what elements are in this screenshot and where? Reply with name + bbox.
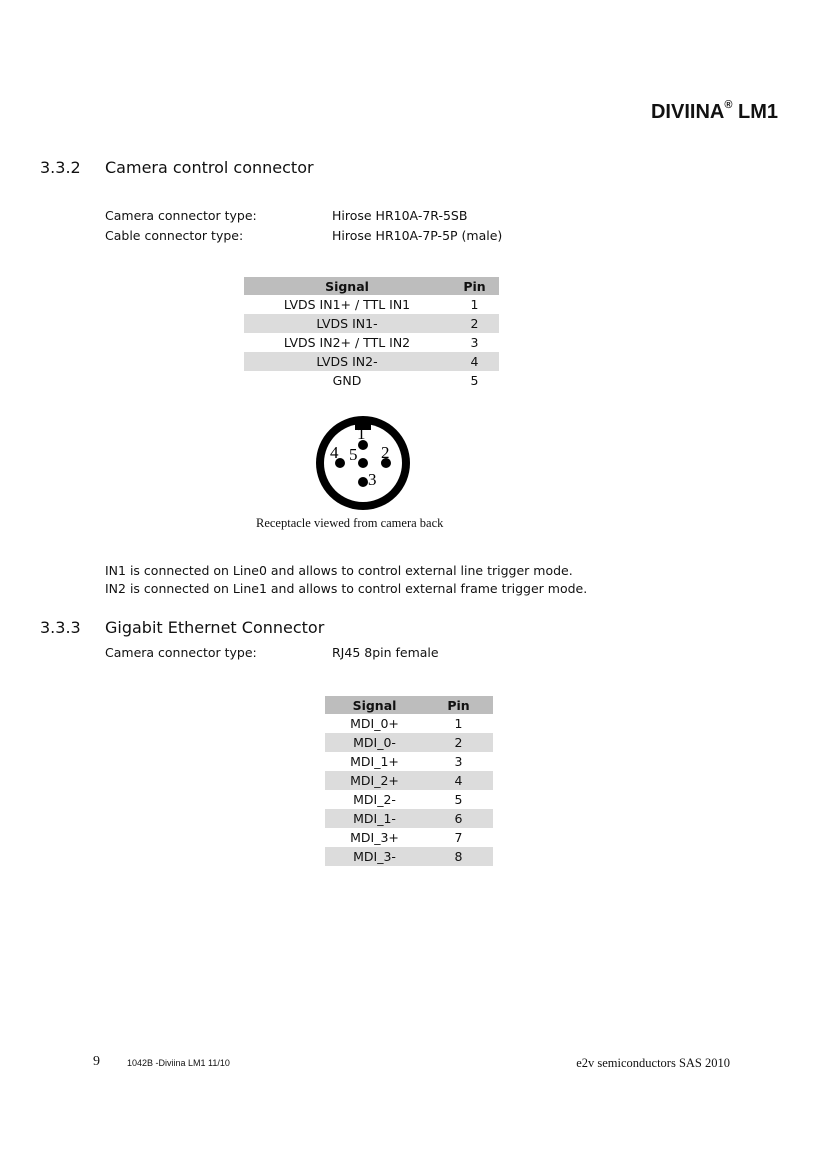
table-header-row	[244, 277, 499, 295]
table-row	[325, 809, 493, 828]
document-reference: 1042B -Diviina LM1 11/10	[127, 1058, 230, 1068]
page-number: 9	[93, 1054, 100, 1069]
pin-cell: 6	[424, 809, 493, 828]
signal-cell: MDI_1+	[350, 754, 399, 769]
ethernet-pin-table	[325, 696, 493, 866]
pin-cell: 7	[454, 830, 463, 845]
note-in1: IN1 is connected on Line0 and allows to control external line trigger mode.	[105, 563, 573, 578]
pin-label-3: 3	[368, 470, 377, 489]
pin-label-4: 4	[330, 443, 339, 462]
signal-cell: MDI_1-	[325, 809, 424, 828]
cable-connector-label: Cable connector type:	[105, 228, 244, 243]
table-row	[325, 752, 493, 771]
table-row	[325, 771, 493, 790]
pin-cell: 3	[454, 754, 463, 769]
pin-cell: 1	[470, 297, 479, 312]
pin-label-2: 2	[381, 443, 390, 462]
copyright-notice: e2v semiconductors SAS 2010	[576, 1056, 730, 1070]
control-connector-pin-table	[244, 277, 499, 390]
section-number: 3.3.3	[40, 618, 81, 637]
signal-cell: LVDS IN2-	[244, 352, 450, 371]
signal-cell: LVDS IN1+ / TTL IN1	[283, 297, 411, 312]
pin-label-1: 1	[357, 424, 366, 443]
camera-connector-label: Camera connector type:	[105, 645, 257, 660]
registered-mark: ®	[724, 99, 733, 112]
table-row	[244, 352, 499, 371]
camera-connector-label: Camera connector type:	[105, 208, 257, 223]
pin-cell: 4	[450, 352, 499, 371]
pin-label-5: 5	[349, 445, 358, 464]
signal-cell: MDI_3-	[325, 847, 424, 866]
cable-connector-value: Hirose HR10A-7P-5P (male)	[332, 228, 503, 243]
table-row	[244, 333, 499, 352]
table-row	[325, 790, 493, 809]
signal-cell: MDI_2+	[325, 771, 424, 790]
table-row	[325, 847, 493, 866]
table-row	[244, 371, 499, 390]
column-header-pin: Pin	[424, 696, 493, 714]
signal-cell: MDI_3+	[350, 830, 399, 845]
camera-connector-value: Hirose HR10A-7R-5SB	[332, 208, 468, 223]
pin-cell: 3	[470, 335, 479, 350]
camera-connector-value: RJ45 8pin female	[332, 645, 439, 660]
pin-cell: 2	[424, 733, 493, 752]
table-row	[244, 314, 499, 333]
section-number: 3.3.2	[40, 158, 81, 177]
product-model: LM1	[738, 101, 778, 123]
section-title: Gigabit Ethernet Connector	[105, 618, 325, 637]
pin-3-contact	[358, 477, 368, 487]
pin-cell: 2	[450, 314, 499, 333]
table-row	[244, 295, 499, 314]
pin-cell: 5	[454, 792, 463, 807]
signal-cell: LVDS IN2+ / TTL IN2	[283, 335, 411, 350]
table-row	[325, 828, 493, 847]
column-header-signal: Signal	[244, 277, 450, 295]
signal-cell: LVDS IN1-	[244, 314, 450, 333]
signal-cell: MDI_2-	[353, 792, 396, 807]
document-title	[651, 101, 778, 124]
column-header-pin: Pin	[450, 277, 499, 295]
table-row	[325, 714, 493, 733]
signal-cell: GND	[332, 373, 362, 388]
pin-5-contact	[358, 458, 368, 468]
diagram-caption: Receptacle viewed from camera back	[256, 516, 444, 530]
product-name: DIVIINA	[650, 101, 725, 123]
note-in2: IN2 is connected on Line1 and allows to control external frame trigger mode.	[105, 581, 588, 596]
pin-cell: 8	[424, 847, 493, 866]
column-header-signal: Signal	[325, 696, 424, 714]
table-header-row	[325, 696, 493, 714]
pin-cell: 4	[424, 771, 493, 790]
signal-cell: MDI_0-	[325, 733, 424, 752]
section-title: Camera control connector	[105, 158, 314, 177]
pin-cell: 1	[454, 716, 463, 731]
signal-cell: MDI_0+	[350, 716, 399, 731]
connector-pinout-diagram	[310, 410, 416, 516]
table-row	[325, 733, 493, 752]
pin-cell: 5	[470, 373, 479, 388]
